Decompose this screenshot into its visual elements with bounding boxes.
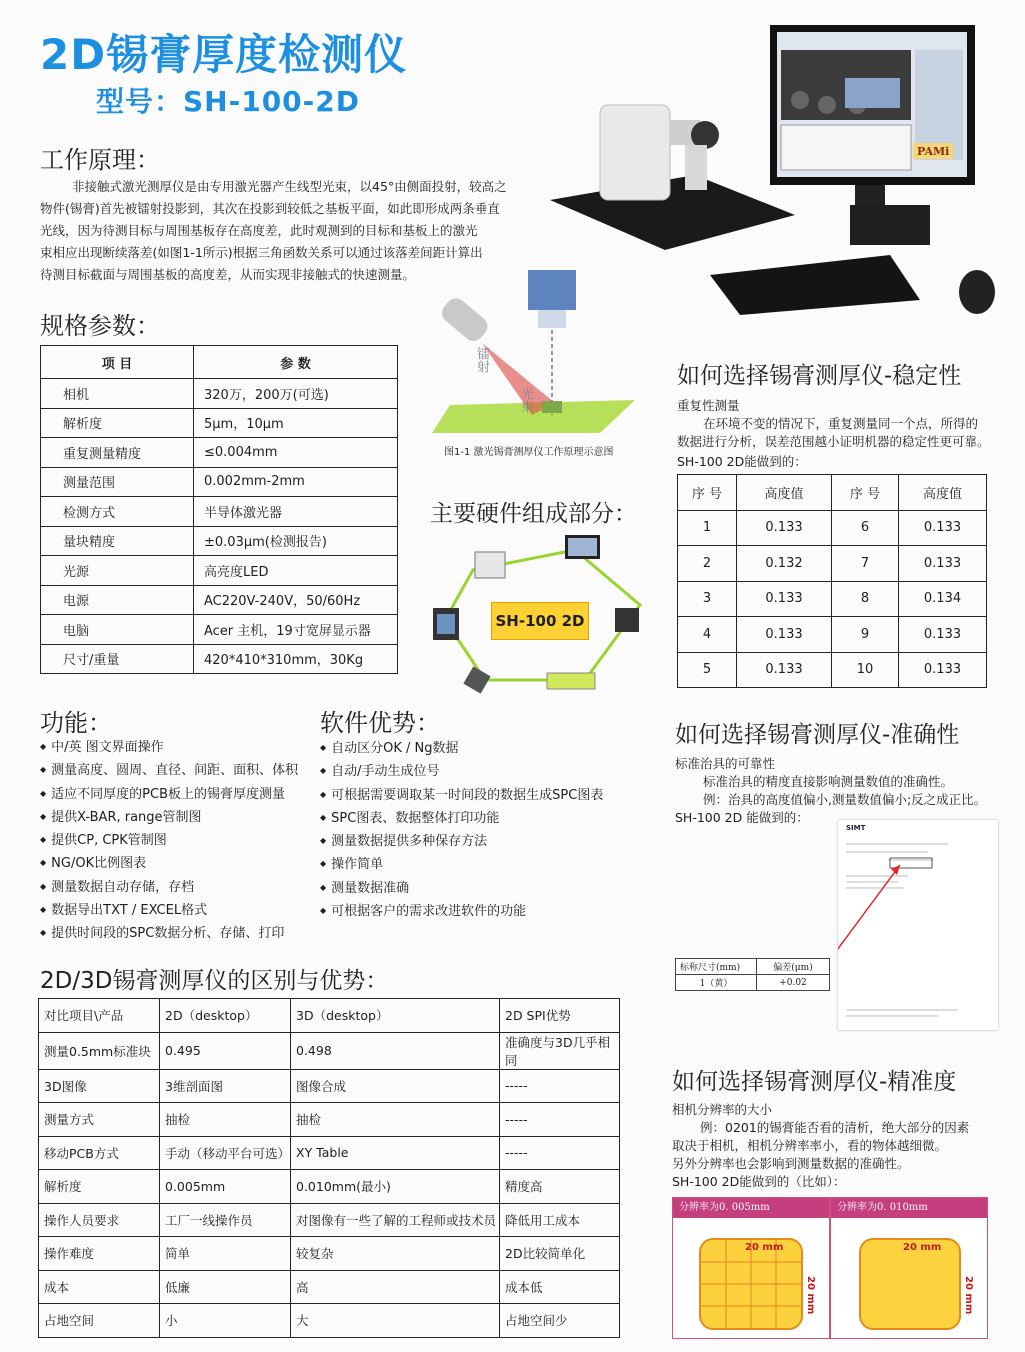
- column-header: 对比项目\产品: [39, 999, 160, 1033]
- table-cell: 0.133: [899, 652, 987, 688]
- table-cell: 工厂一线操作员: [160, 1203, 291, 1237]
- accuracy-desc: 例：治具的高度值偏小,测量数值偏小;反之成正比。: [703, 792, 987, 807]
- table-row: [41, 615, 398, 645]
- spec-value: 高亮度LED: [194, 556, 398, 586]
- table-cell: 3维剖面图: [160, 1069, 291, 1103]
- table-cell: 3D图像: [39, 1069, 160, 1103]
- table-row: [39, 1069, 620, 1103]
- certificate-logo: SIMT: [846, 824, 866, 832]
- list-item: ◆ NG/OK比例图表: [40, 852, 298, 875]
- table-cell: 操作人员要求: [39, 1203, 160, 1237]
- table-cell: 0.498: [291, 1032, 500, 1069]
- list-item: ◆ 数据导出TXT / EXCEL格式: [40, 899, 298, 922]
- stability-desc: 在环境不变的情况下，重复测量同一个点，所得的: [703, 416, 979, 431]
- functions-heading: 功能：: [40, 709, 112, 737]
- list-item: ◆ 测量数据准确: [320, 877, 603, 900]
- table-cell: 简单: [160, 1237, 291, 1271]
- table-cell: 0.133: [899, 546, 987, 582]
- software-list: [320, 737, 603, 923]
- cert-value: 1（黄）: [676, 975, 757, 991]
- principle-line: 非接触式激光测厚仪是由专用激光器产生线型光束，以45°由侧面投射，较高之: [72, 179, 507, 194]
- table-cell: -----: [500, 1136, 620, 1170]
- table-cell: 0.495: [160, 1032, 291, 1069]
- table-row: [39, 1170, 620, 1204]
- cert-header: 偏差(μm): [757, 959, 830, 975]
- table-cell: 0.010mm(最小): [291, 1170, 500, 1204]
- table-cell: 抽检: [291, 1103, 500, 1137]
- table-cell: 准确度与3D几乎相同: [500, 1032, 620, 1069]
- list-item: ◆ 自动区分OK / Ng数据: [320, 737, 603, 760]
- column-header: 序 号: [832, 475, 899, 511]
- spec-value: ±0.03μm(检测报告): [194, 526, 398, 556]
- accuracy-can: SH-100 2D 能做到的：: [675, 810, 809, 825]
- table-cell: 8: [832, 581, 899, 617]
- list-item: ◆ 提供X-BAR, range管制图: [40, 806, 298, 829]
- principle-line: 物件(锡膏)首先被镭射投影到，其次在投影到较低之基板平面，如此即形成两条垂直: [40, 201, 500, 216]
- calibration-certificate: [838, 820, 998, 1030]
- model-number: 型号：SH-100-2D: [96, 85, 361, 118]
- spec-value: 0.002mm-2mm: [194, 467, 398, 497]
- table-cell: 成本低: [500, 1270, 620, 1304]
- functions-list: [40, 736, 298, 946]
- table-row: [39, 1103, 620, 1137]
- table-cell: 1: [678, 510, 737, 546]
- table-header-row: [39, 999, 620, 1033]
- table-header-row: [678, 475, 987, 511]
- spec-label: 检测方式: [41, 497, 194, 527]
- table-cell: 测量方式: [39, 1103, 160, 1137]
- software-heading: 软件优势：: [320, 709, 440, 737]
- table-cell: 解析度: [39, 1170, 160, 1204]
- column-header: 序 号: [678, 475, 737, 511]
- laser-diagram: [430, 255, 655, 460]
- table-row: [41, 585, 398, 615]
- dimension-label-v: 20 mm: [805, 1276, 816, 1315]
- table-cell: 2D比较简单化: [500, 1237, 620, 1271]
- table-cell: 占地空间少: [500, 1304, 620, 1338]
- list-item: ◆ 适应不同厚度的PCB板上的锡膏厚度测量: [40, 783, 298, 806]
- cert-header: 标称尺寸(mm): [676, 959, 757, 975]
- resolution-panel-1: [672, 1197, 830, 1339]
- spec-label: 电脑: [41, 615, 194, 645]
- spec-label: 量块精度: [41, 526, 194, 556]
- precision-heading: 如何选择锡膏测厚仪-精准度: [672, 1069, 957, 1095]
- specs-col-item: 项 目: [41, 346, 194, 379]
- spec-value: 半导体激光器: [194, 497, 398, 527]
- table-row: [39, 1270, 620, 1304]
- table-row: [41, 497, 398, 527]
- accuracy-heading: 如何选择锡膏测厚仪-准确性: [675, 722, 960, 748]
- principle-line: 待测目标截面与周围基板的高度差，从而实现非接触式的快速测量。: [40, 267, 416, 282]
- table-cell: 5: [678, 652, 737, 688]
- column-header: 高度值: [737, 475, 832, 511]
- column-header: 2D（desktop）: [160, 999, 291, 1033]
- stability-heading: 如何选择锡膏测厚仪-稳定性: [677, 363, 962, 389]
- table-cell: 抽检: [160, 1103, 291, 1137]
- spec-label: 光源: [41, 556, 194, 586]
- table-cell: 成本: [39, 1270, 160, 1304]
- comparison-heading: 2D/3D锡膏测厚仪的区别与优势：: [40, 968, 389, 994]
- precision-subtitle: 相机分辨率的大小: [672, 1102, 773, 1117]
- table-cell: -----: [500, 1069, 620, 1103]
- table-row: [41, 379, 398, 409]
- column-header: 高度值: [899, 475, 987, 511]
- list-item: ◆ 测量数据自动存储，存档: [40, 876, 298, 899]
- table-cell: 0.133: [737, 652, 832, 688]
- table-cell: 降低用工成本: [500, 1203, 620, 1237]
- table-row: [39, 1203, 620, 1237]
- spec-value: Acer 主机，19寸宽屏显示器: [194, 615, 398, 645]
- diagram-caption: 图1-1 激光锡膏测厚仪工作原理示意图: [444, 447, 614, 458]
- stability-text: [677, 397, 1007, 471]
- brand-logo: PAMi: [917, 145, 950, 158]
- table-cell: 9: [832, 617, 899, 653]
- table-row: [678, 617, 987, 653]
- dimension-label-h: 20 mm: [745, 1242, 784, 1253]
- spec-value: 420*410*310mm，30Kg: [194, 644, 398, 674]
- hardware-center-label: SH-100 2D: [491, 602, 589, 640]
- table-cell: 2: [678, 546, 737, 582]
- table-row: [41, 438, 398, 468]
- table-row: [39, 1237, 620, 1271]
- spec-value: 5μm，10μm: [194, 408, 398, 438]
- table-cell: 0.133: [737, 617, 832, 653]
- table-row: [39, 1136, 620, 1170]
- list-item: ◆ 测量高度、圆周、直径、间距、面积、体积: [40, 759, 298, 782]
- spec-label: 电源: [41, 585, 194, 615]
- beam-label: 光束: [518, 387, 533, 413]
- table-row: [678, 581, 987, 617]
- list-item: ◆ 提供CP, CPK管制图: [40, 829, 298, 852]
- list-item: ◆ SPC图表、数据整体打印功能: [320, 807, 603, 830]
- resolution-label: 分辨率为0. 005mm: [673, 1198, 829, 1218]
- table-cell: 手动（移动平台可选）: [160, 1136, 291, 1170]
- accuracy-subtitle: 标准治具的可靠性: [675, 756, 776, 771]
- table-row: [678, 510, 987, 546]
- spec-value: 320万，200万(可选): [194, 379, 398, 409]
- precision-desc: 取决于相机，相机分辨率率小，看的物体越细微。: [672, 1138, 948, 1153]
- spec-label: 相机: [41, 379, 194, 409]
- column-header: 3D（desktop）: [291, 999, 500, 1033]
- stability-subtitle: 重复性测量: [677, 398, 740, 413]
- spec-label: 解析度: [41, 408, 194, 438]
- table-row: [41, 644, 398, 674]
- table-cell: 精度高: [500, 1170, 620, 1204]
- specs-col-value: 参 数: [194, 346, 398, 379]
- table-cell: 高: [291, 1270, 500, 1304]
- spec-label: 尺寸/重量: [41, 644, 194, 674]
- spec-value: AC220V-240V，50/60Hz: [194, 585, 398, 615]
- repeatability-table: [677, 474, 987, 688]
- table-cell: 较复杂: [291, 1237, 500, 1271]
- certificate-detail-table: [675, 958, 830, 991]
- laser-label: 镭射: [474, 347, 489, 373]
- table-row: [41, 408, 398, 438]
- accuracy-text: [675, 755, 1015, 827]
- hardware-heading: 主要硬件组成部分：: [430, 501, 637, 527]
- list-item: ◆ 提供时间段的SPC数据分析、存储、打印: [40, 922, 298, 945]
- table-row: [41, 556, 398, 586]
- table-row: [41, 526, 398, 556]
- dimension-label-v: 20 mm: [963, 1276, 974, 1315]
- principle-line: 光线，因为待测目标与周围基板存在高度差，此时观测到的目标和基板上的激光: [40, 223, 478, 238]
- table-row: [41, 467, 398, 497]
- list-item: ◆ 可根据客户的需求改进软件的功能: [320, 900, 603, 923]
- table-cell: 占地空间: [39, 1304, 160, 1338]
- specs-table: [40, 345, 398, 674]
- table-cell: 操作难度: [39, 1237, 160, 1271]
- specs-heading: 规格参数：: [40, 312, 160, 340]
- table-cell: 0.133: [737, 581, 832, 617]
- stability-desc: 数据进行分析，误差范围越小证明机器的稳定性更可靠。: [677, 434, 990, 449]
- table-row: [39, 1032, 620, 1069]
- precision-text: [672, 1101, 1012, 1191]
- table-cell: XY Table: [291, 1136, 500, 1170]
- hardware-diagram: [425, 530, 665, 700]
- list-item: ◆ 测量数据提供多种保存方法: [320, 830, 603, 853]
- cert-value: +0.02: [757, 975, 830, 991]
- table-cell: 0.133: [737, 510, 832, 546]
- table-cell: 0.133: [899, 510, 987, 546]
- table-cell: 0.005mm: [160, 1170, 291, 1204]
- table-cell: 4: [678, 617, 737, 653]
- precision-can: SH-100 2D能做到的（比如）：: [672, 1174, 846, 1189]
- table-row: [678, 652, 987, 688]
- dimension-label-h: 20 mm: [903, 1242, 942, 1253]
- table-row: [39, 1304, 620, 1338]
- stability-can: SH-100 2D能做到的：: [677, 454, 807, 469]
- principle-line: 束相应出现断续落差(如图1-1所示)根据三角函数关系可以通过该落差间距计算出: [40, 245, 483, 260]
- table-cell: -----: [500, 1103, 620, 1137]
- list-item: ◆ 中/英 图文界面操作: [40, 736, 298, 759]
- table-cell: 对图像有一些了解的工程师或技术员: [291, 1203, 500, 1237]
- precision-desc: 另外分辨率也会影响到测量数据的准确性。: [672, 1156, 910, 1171]
- table-cell: 移动PCB方式: [39, 1136, 160, 1170]
- list-item: ◆ 可根据需要调取某一时间段的数据生成SPC图表: [320, 784, 603, 807]
- list-item: ◆ 操作简单: [320, 853, 603, 876]
- table-cell: 大: [291, 1304, 500, 1338]
- table-cell: 低廉: [160, 1270, 291, 1304]
- table-cell: 10: [832, 652, 899, 688]
- spec-label: 重复测量精度: [41, 438, 194, 468]
- page-title: 2D锡膏厚度检测仪: [40, 30, 408, 79]
- table-cell: 6: [832, 510, 899, 546]
- list-item: ◆ 自动/手动生成位号: [320, 760, 603, 783]
- table-row: [678, 546, 987, 582]
- table-cell: 图像合成: [291, 1069, 500, 1103]
- table-cell: 0.132: [737, 546, 832, 582]
- accuracy-desc: 标准治具的精度直接影响测量数值的准确性。: [703, 774, 954, 789]
- table-cell: 测量0.5mm标准块: [39, 1032, 160, 1069]
- resolution-label: 分辨率为0. 010mm: [831, 1198, 987, 1218]
- resolution-panel-2: [830, 1197, 988, 1339]
- table-cell: 0.133: [899, 617, 987, 653]
- table-cell: 小: [160, 1304, 291, 1338]
- column-header: 2D SPI优势: [500, 999, 620, 1033]
- precision-desc: 例：0201的锡膏能否看的清析，绝大部分的因素: [700, 1120, 970, 1135]
- spec-value: ≤0.004mm: [194, 438, 398, 468]
- table-cell: 3: [678, 581, 737, 617]
- table-cell: 0.134: [899, 581, 987, 617]
- spec-label: 测量范围: [41, 467, 194, 497]
- comparison-table: [38, 998, 620, 1338]
- table-cell: 7: [832, 546, 899, 582]
- principle-heading: 工作原理：: [40, 146, 160, 174]
